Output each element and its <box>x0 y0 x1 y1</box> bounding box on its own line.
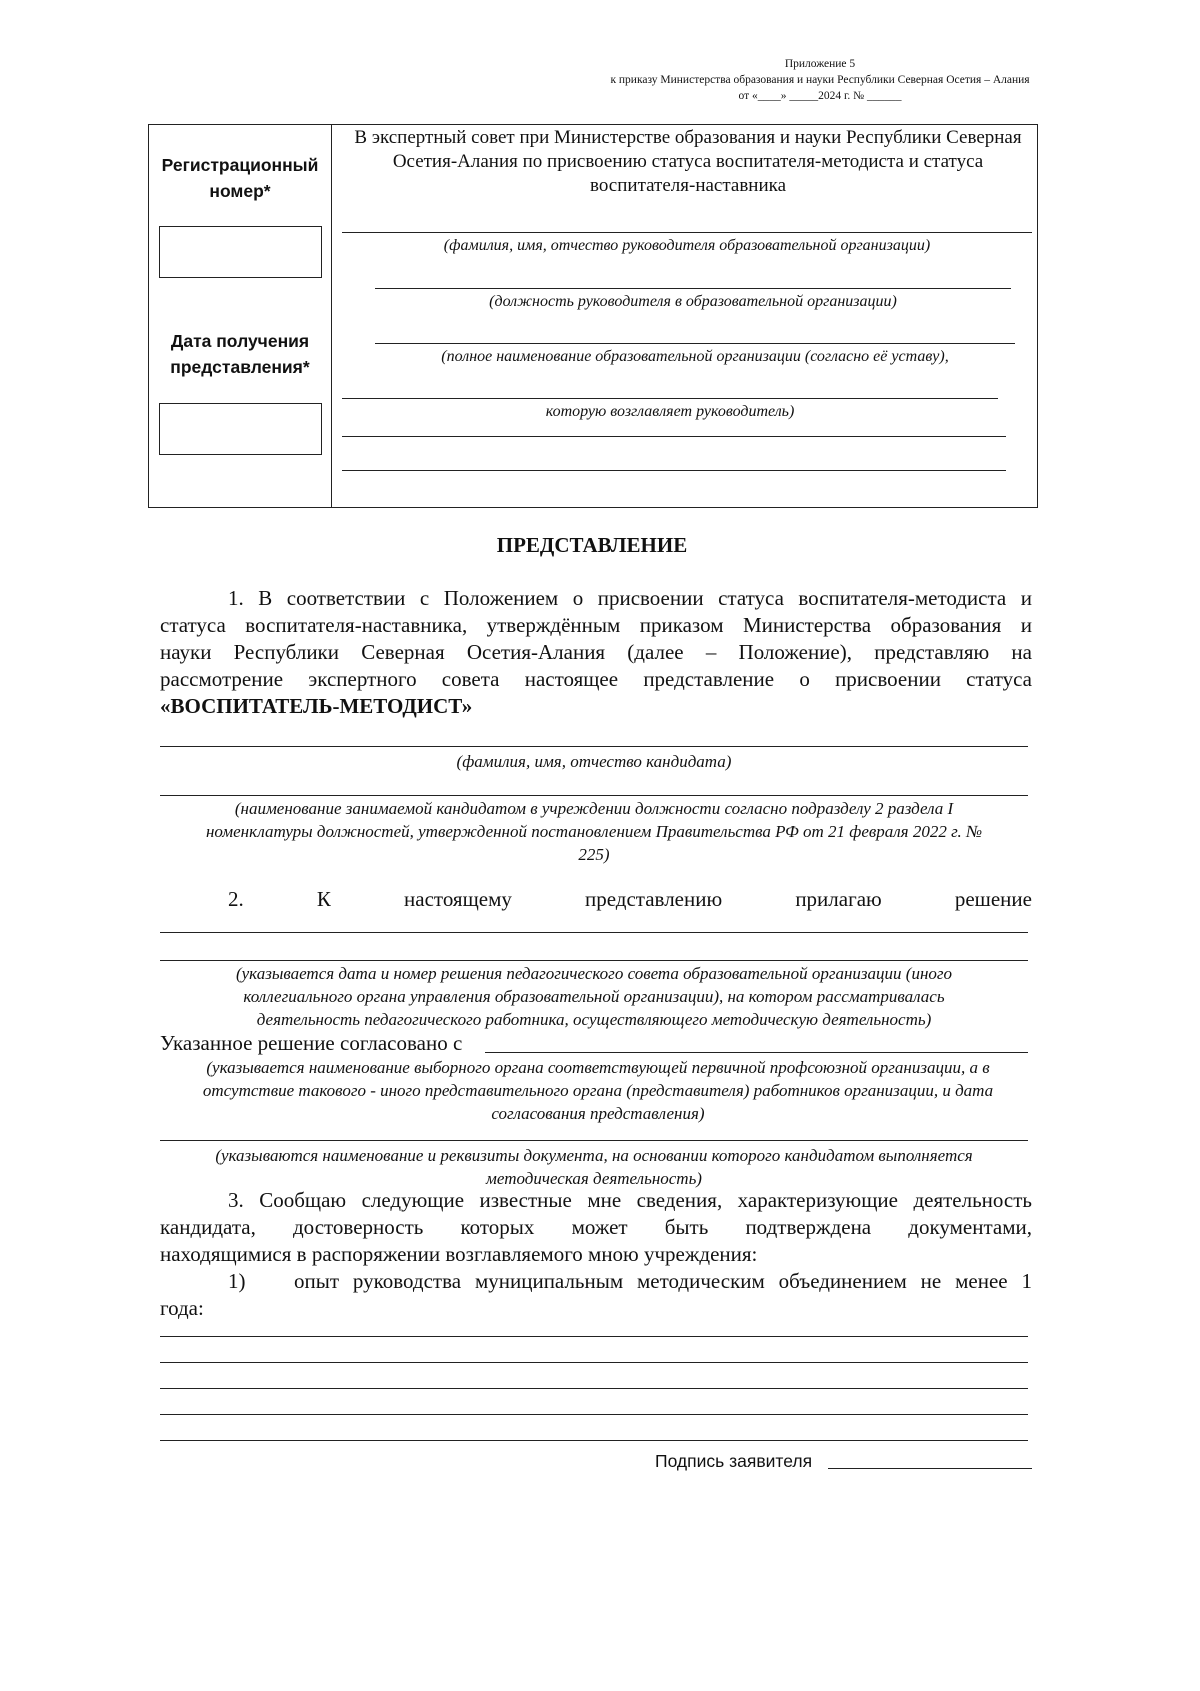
candidate-fio-line[interactable] <box>160 746 1028 747</box>
decision-note-2: коллегиального органа управления образовательной организации), на котором рассматривалась <box>243 987 945 1006</box>
para2-word: представлению <box>585 887 723 911</box>
date-label-line2: представления* <box>170 357 310 377</box>
document-note-1: (указываются наименование и реквизиты документа, на основании которого кандидатом выполняется <box>215 1146 973 1165</box>
para3-line2: кандидата, достоверность которых может быть подтверждена документами, <box>160 1215 1032 1239</box>
answer-line-2[interactable] <box>160 1362 1028 1363</box>
para2-word: К <box>316 887 331 911</box>
para2-first-line <box>228 886 1032 913</box>
decision-line-2[interactable] <box>160 960 1028 961</box>
para2-word: настоящему <box>404 887 512 911</box>
order-reference: к приказу Министерства образования и науки Республики Северная Осетия – Алания <box>610 74 1030 86</box>
item-text: опыт руководства муниципальным методическим объединением не менее 1 <box>294 1269 1032 1293</box>
registration-number-label <box>150 152 330 204</box>
receipt-date-label <box>150 328 330 380</box>
extra-line-2[interactable] <box>342 470 1006 471</box>
candidate-fio-note: (фамилия, имя, отчество кандидата) <box>456 752 732 771</box>
receipt-date-field[interactable] <box>159 403 322 455</box>
addressee-text: В экспертный совет при Министерстве образования и науки Республики Северная Осетия-Алания по присвоению статуса воспитателя-методиста и статуса воспитателя-наставника <box>354 127 1022 196</box>
para2-word: решение <box>954 887 1032 911</box>
org-name-line-2[interactable] <box>342 398 998 399</box>
org-name-line[interactable] <box>375 343 1015 344</box>
union-note-2: отсутствие такового - иного представительного органа (представителя) работников организации, и дата <box>202 1081 994 1100</box>
manager-fio-note: (фамилия, имя, отчество руководителя образовательной организации) <box>443 237 931 254</box>
answer-line-3[interactable] <box>160 1388 1028 1389</box>
table-divider <box>331 124 332 508</box>
candidate-position-line[interactable] <box>160 795 1028 796</box>
para1-line1: 1. В соответствии с Положением о присвоении статуса воспитателя-методиста и <box>228 586 1032 610</box>
reg-label-line2: номер* <box>209 181 271 201</box>
decision-note-3: деятельность педагогического работника, осуществляющего методическую деятельность) <box>256 1010 932 1029</box>
manager-fio-line[interactable] <box>342 232 1032 233</box>
document-title: ПРЕДСТАВЛЕНИЕ <box>496 533 688 557</box>
appendix-number: Приложение 5 <box>784 58 856 70</box>
para3-line3: находящимися в распоряжении возглавляемого мною учреждения: <box>160 1242 758 1266</box>
document-line[interactable] <box>160 1140 1028 1141</box>
decision-note-1: (указывается дата и номер решения педагогического совета образовательной организации (иного <box>235 964 953 983</box>
agreed-with-label: Указанное решение согласовано с <box>160 1031 463 1055</box>
para3-line1: 3. Сообщаю следующие известные мне сведения, характеризующие деятельность <box>228 1188 1032 1212</box>
signature-label: Подпись заявителя <box>655 1451 813 1471</box>
org-name-note-2: которую возглавляет руководитель) <box>545 403 795 420</box>
document-note-2: методическая деятельность) <box>486 1169 702 1188</box>
para2-word: 2. <box>228 887 244 911</box>
manager-position-line[interactable] <box>375 288 1011 289</box>
date-label-line1: Дата получения <box>170 331 310 351</box>
decision-line-1[interactable] <box>160 932 1028 933</box>
org-name-note: (полное наименование образовательной организации (согласно её уставу), <box>441 348 949 365</box>
para1-line4: рассмотрение экспертного совета настоящее представление о присвоении статуса <box>160 667 1032 691</box>
para1-line2: статуса воспитателя-наставника, утверждённым приказом Министерства образования и <box>160 613 1032 637</box>
answer-line-5[interactable] <box>160 1440 1028 1441</box>
registration-number-field[interactable] <box>159 226 322 278</box>
item-text-cont: года: <box>160 1296 204 1320</box>
item-number: 1) <box>228 1269 246 1293</box>
candidate-position-note-3: 225) <box>578 845 610 864</box>
status-name: «ВОСПИТАТЕЛЬ-МЕТОДИСТ» <box>160 694 473 718</box>
union-note-1: (указывается наименование выборного органа соответствующей первичной профсоюзной организации, а в <box>206 1058 990 1077</box>
signature-line[interactable] <box>828 1468 1032 1469</box>
agreed-with-line[interactable] <box>485 1052 1028 1053</box>
answer-line-1[interactable] <box>160 1336 1028 1337</box>
order-date-number: от «____» _____2024 г. № ______ <box>738 90 902 102</box>
para2-word: прилагаю <box>795 887 882 911</box>
candidate-position-note-2: номенклатуры должностей, утвержденной постановлением Правительства РФ от 21 февраля 2022 г. № <box>205 822 983 841</box>
extra-line-1[interactable] <box>342 436 1006 437</box>
union-note-3: согласования представления) <box>491 1104 705 1123</box>
answer-line-4[interactable] <box>160 1414 1028 1415</box>
reg-label-line1: Регистрационный <box>161 155 319 175</box>
candidate-position-note-1: (наименование занимаемой кандидатом в учреждении должности согласно подразделу 2 раздела I <box>234 799 954 818</box>
para1-line3: науки Республики Северная Осетия-Алания (далее – Положение), представляю на <box>160 640 1032 664</box>
manager-position-note: (должность руководителя в образовательной организации) <box>489 293 897 310</box>
